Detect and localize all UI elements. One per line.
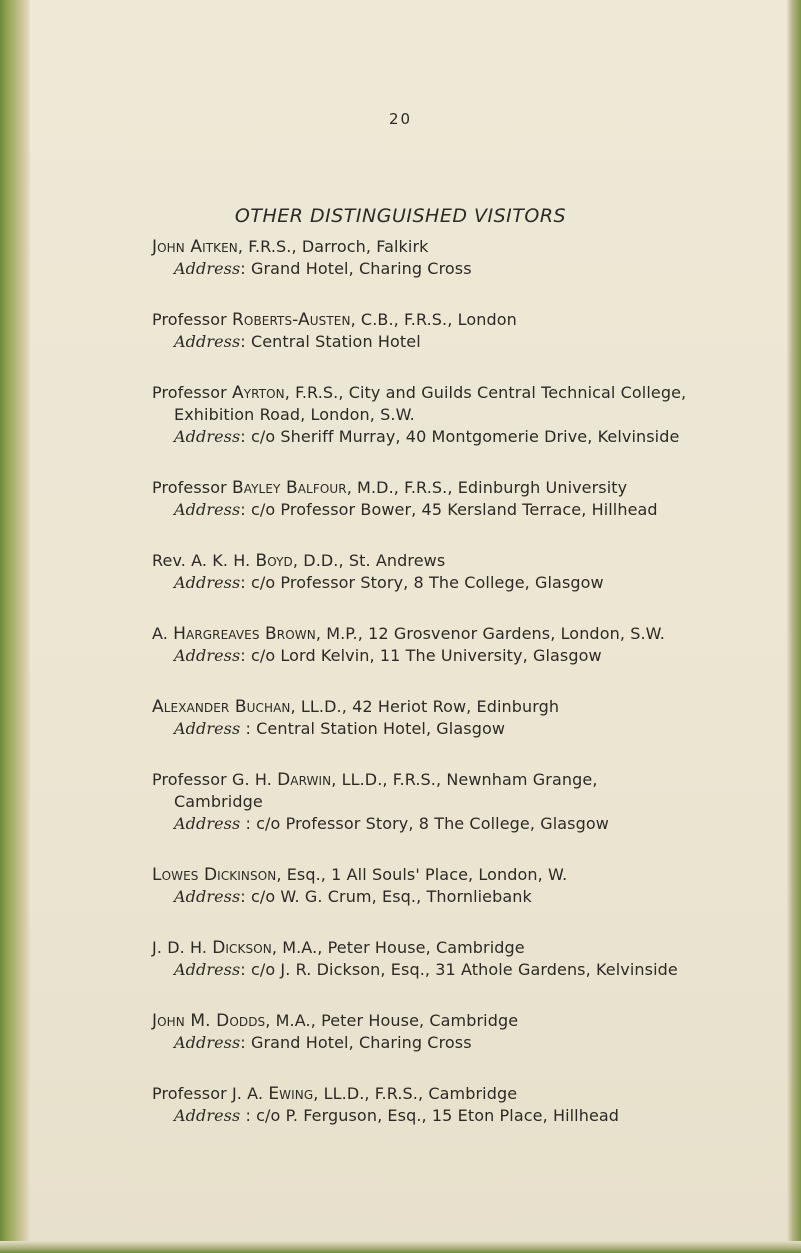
visitor-prefix: Professor bbox=[152, 383, 232, 402]
visitor-details: , C.B., F.R.S., London bbox=[350, 310, 517, 329]
visitor-name: John Aitken bbox=[152, 237, 238, 257]
right-binding-edge bbox=[787, 0, 801, 1253]
address-text: : c/o Lord Kelvin, 11 The University, Glasgow bbox=[240, 646, 602, 665]
visitor-entry bbox=[152, 864, 772, 908]
visitor-address bbox=[152, 426, 772, 448]
visitor-details: , M.A., Peter House, Cambridge bbox=[265, 1011, 519, 1030]
visitor-name: Roberts-Austen bbox=[231, 310, 351, 330]
visitor-name: Bayley Balfour bbox=[231, 478, 347, 498]
address-label: Address bbox=[174, 719, 241, 738]
visitor-name: John M. Dodds bbox=[152, 1011, 266, 1031]
visitor-line bbox=[152, 769, 772, 791]
visitor-address bbox=[152, 1032, 772, 1054]
visitor-line bbox=[152, 1083, 772, 1105]
address-text: : Central Station Hotel bbox=[240, 332, 421, 351]
visitor-list bbox=[152, 236, 772, 1156]
address-text: : Grand Hotel, Charing Cross bbox=[240, 259, 472, 278]
visitor-address bbox=[152, 1105, 772, 1127]
visitor-entry bbox=[152, 477, 772, 521]
visitor-address bbox=[152, 886, 772, 908]
visitor-entry bbox=[152, 309, 772, 353]
address-label: Address bbox=[174, 887, 241, 906]
visitor-line bbox=[152, 382, 772, 404]
visitor-address bbox=[152, 813, 772, 835]
visitor-line bbox=[152, 937, 772, 959]
visitor-details: , M.A., Peter House, Cambridge bbox=[271, 938, 525, 957]
visitor-line bbox=[152, 864, 772, 886]
visitor-name: Darwin bbox=[277, 770, 332, 790]
visitor-prefix: Rev. A. K. H. bbox=[152, 551, 256, 570]
visitor-prefix: Professor bbox=[152, 310, 232, 329]
visitor-entry bbox=[152, 937, 772, 981]
visitor-entry bbox=[152, 623, 772, 667]
address-text: : c/o Professor Bower, 45 Kersland Terrace, Hillhead bbox=[240, 500, 658, 519]
visitor-name: Hargreaves Brown bbox=[173, 624, 316, 644]
visitor-prefix: Professor bbox=[152, 478, 232, 497]
visitor-name: Ayrton bbox=[231, 383, 285, 403]
visitor-address bbox=[152, 499, 772, 521]
visitor-address bbox=[152, 331, 772, 353]
visitor-name: Lowes Dickinson bbox=[152, 865, 277, 885]
address-text: : c/o Professor Story, 8 The College, Glasgow bbox=[240, 814, 609, 833]
address-label: Address bbox=[174, 646, 241, 665]
address-label: Address bbox=[174, 427, 241, 446]
visitor-prefix: J. D. H. bbox=[152, 938, 213, 957]
visitor-entry bbox=[152, 1010, 772, 1054]
left-binding-edge bbox=[0, 0, 30, 1253]
address-label: Address bbox=[174, 1106, 241, 1125]
address-text: : Grand Hotel, Charing Cross bbox=[240, 1033, 472, 1052]
address-text: : c/o Sheriff Murray, 40 Montgomerie Drive, Kelvinside bbox=[240, 427, 680, 446]
visitor-prefix: A. bbox=[152, 624, 174, 643]
address-label: Address bbox=[174, 259, 241, 278]
visitor-details: , LL.D., F.R.S., Newnham Grange, bbox=[331, 770, 598, 789]
visitor-continuation: Exhibition Road, London, S.W. bbox=[174, 405, 415, 424]
visitor-address bbox=[152, 258, 772, 280]
address-label: Address bbox=[174, 332, 241, 351]
visitor-details: , F.R.S., City and Guilds Central Technical College, bbox=[284, 383, 687, 402]
address-text: : c/o P. Ferguson, Esq., 15 Eton Place, Hillhead bbox=[240, 1106, 620, 1125]
visitor-name: Alexander Buchan bbox=[152, 697, 291, 717]
visitor-entry bbox=[152, 696, 772, 740]
address-text: : c/o Professor Story, 8 The College, Glasgow bbox=[240, 573, 604, 592]
visitor-address bbox=[152, 718, 772, 740]
address-text: : c/o J. R. Dickson, Esq., 31 Athole Gardens, Kelvinside bbox=[240, 960, 678, 979]
visitor-details: , M.P., 12 Grosvenor Gardens, London, S.W. bbox=[315, 624, 665, 643]
address-text: : c/o W. G. Crum, Esq., Thornliebank bbox=[240, 887, 532, 906]
visitor-details: , M.D., F.R.S., Edinburgh University bbox=[346, 478, 628, 497]
visitor-line bbox=[152, 477, 772, 499]
visitor-continuation: Cambridge bbox=[174, 792, 263, 811]
address-label: Address bbox=[174, 573, 241, 592]
visitor-address bbox=[152, 645, 772, 667]
address-label: Address bbox=[174, 814, 241, 833]
visitor-line bbox=[152, 623, 772, 645]
visitor-line bbox=[152, 1010, 772, 1032]
address-label: Address bbox=[174, 500, 241, 519]
visitor-line bbox=[152, 309, 772, 331]
visitor-name: Dickson bbox=[212, 938, 272, 958]
address-label: Address bbox=[174, 960, 241, 979]
section-heading: OTHER DISTINGUISHED VISITORS bbox=[234, 205, 567, 227]
visitor-line bbox=[152, 696, 772, 718]
visitor-details: , D.D., St. Andrews bbox=[292, 551, 446, 570]
visitor-address bbox=[152, 572, 772, 594]
visitor-entry bbox=[152, 382, 772, 448]
visitor-entry bbox=[152, 236, 772, 280]
visitor-entry bbox=[152, 550, 772, 594]
visitor-prefix: Professor G. H. bbox=[152, 770, 278, 789]
visitor-details: , F.R.S., Darroch, Falkirk bbox=[237, 237, 429, 256]
visitor-details: , LL.D., F.R.S., Cambridge bbox=[313, 1084, 518, 1103]
visitor-address bbox=[152, 959, 772, 981]
visitor-name: Ewing bbox=[268, 1084, 314, 1104]
visitor-line bbox=[152, 550, 772, 572]
visitor-entry bbox=[152, 769, 772, 835]
visitor-line bbox=[152, 236, 772, 258]
address-text: : Central Station Hotel, Glasgow bbox=[240, 719, 506, 738]
bottom-page-edge bbox=[0, 1241, 801, 1253]
visitor-name: Boyd bbox=[255, 551, 293, 571]
visitor-prefix: Professor J. A. bbox=[152, 1084, 269, 1103]
visitor-details: , Esq., 1 All Souls' Place, London, W. bbox=[276, 865, 568, 884]
visitor-entry bbox=[152, 1083, 772, 1127]
page-number: 20 bbox=[388, 110, 413, 128]
visitor-details: , LL.D., 42 Heriot Row, Edinburgh bbox=[290, 697, 560, 716]
address-label: Address bbox=[174, 1033, 241, 1052]
